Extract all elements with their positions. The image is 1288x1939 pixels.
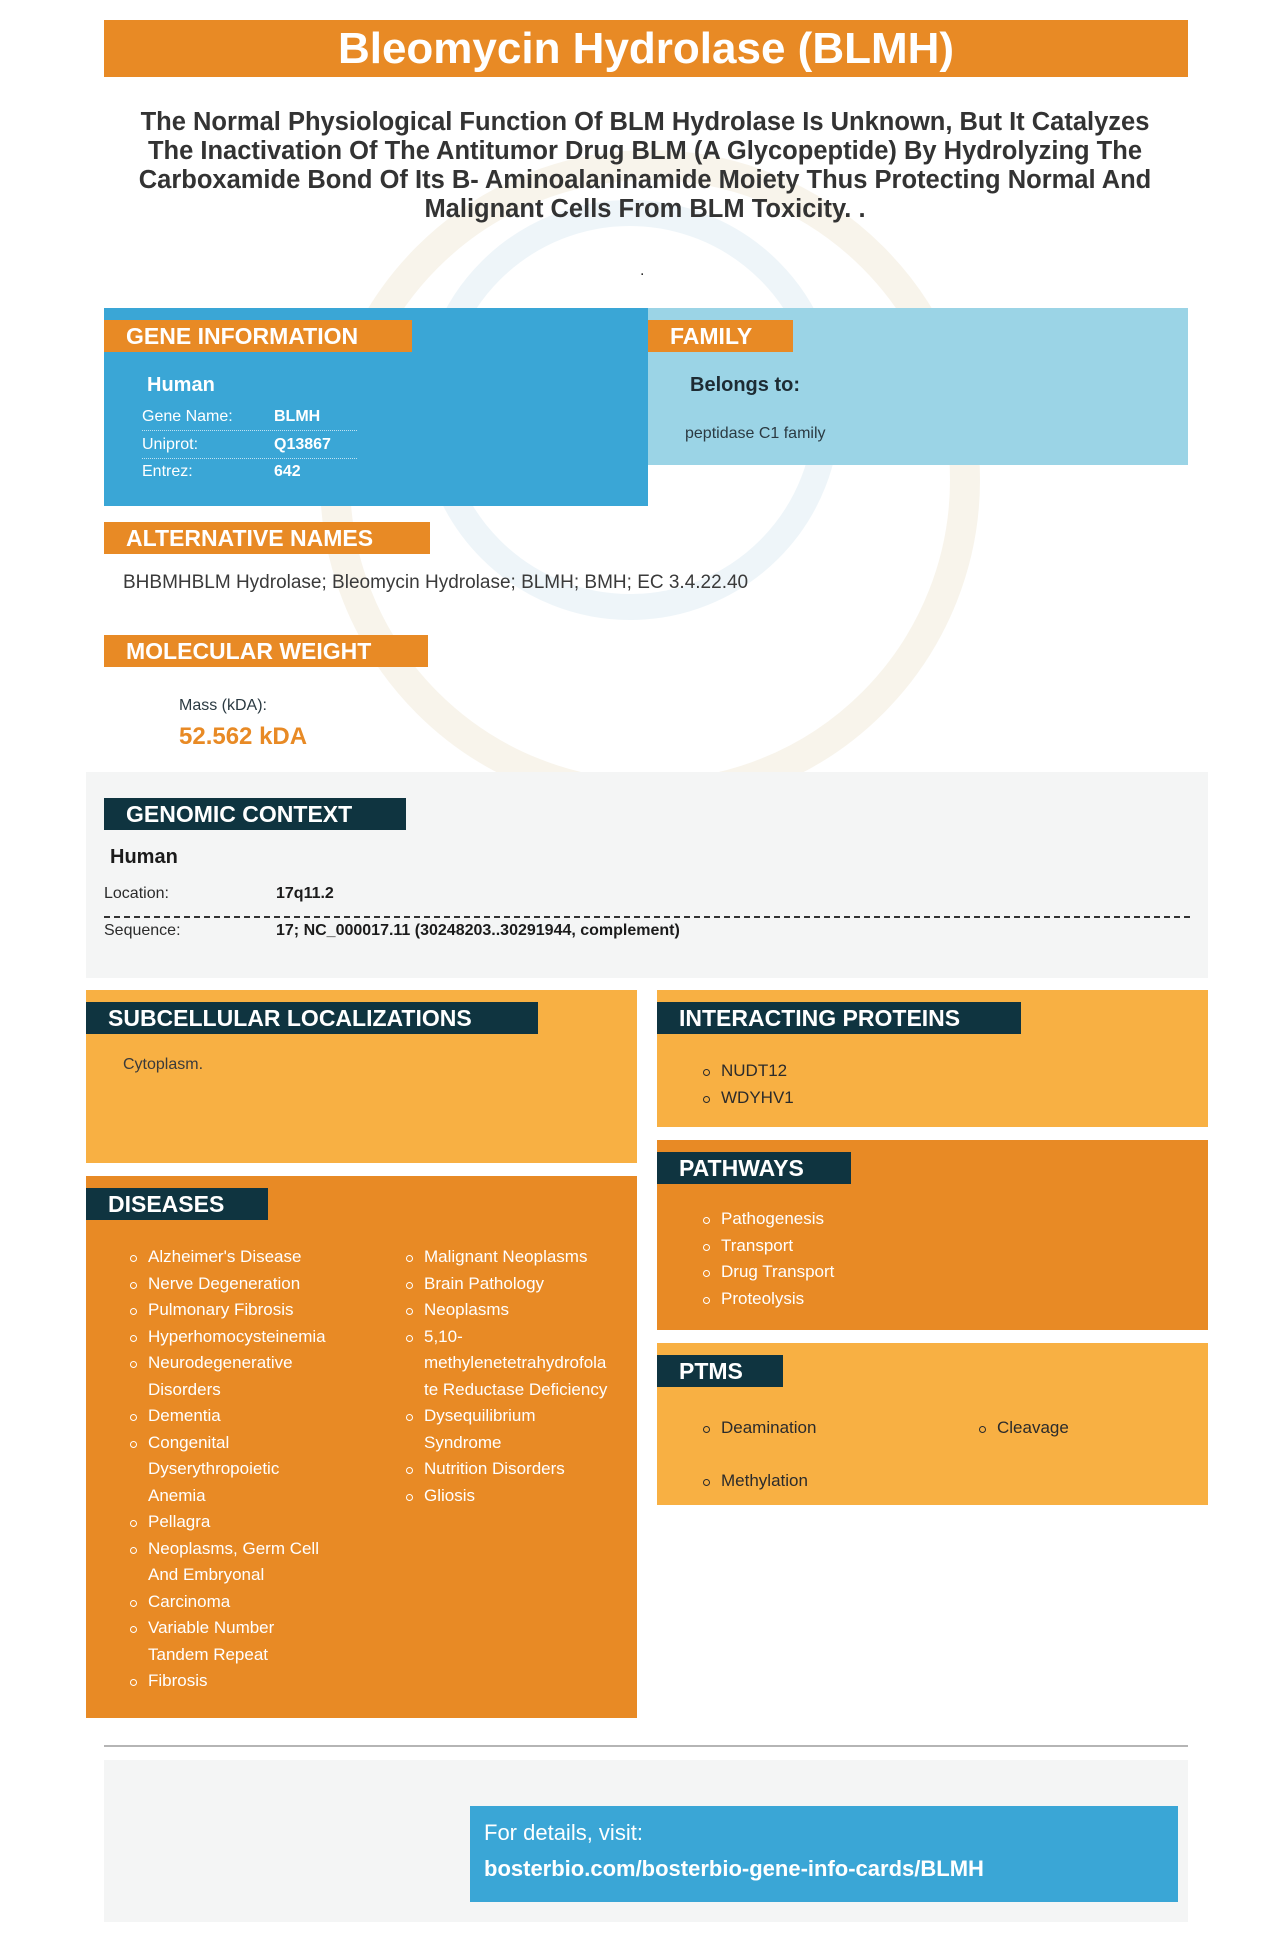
disease-item: Neoplasms, Germ Cell And Embryonal: [128, 1536, 333, 1589]
entrez-value: 642: [274, 463, 301, 480]
details-label: For details, visit:: [484, 1820, 643, 1845]
disease-item: Neurodegenerative Disorders: [128, 1350, 333, 1403]
mass-label: Mass (kDA):: [179, 697, 267, 714]
ptms-heading: PTMS: [657, 1355, 783, 1387]
disease-item: Carcinoma: [128, 1589, 333, 1616]
location-label: Location:: [104, 885, 169, 902]
disease-item: Gliosis: [404, 1483, 634, 1510]
entrez-label: Entrez:: [142, 463, 193, 480]
disease-item: Fibrosis: [128, 1668, 333, 1695]
pathways-heading: PATHWAYS: [657, 1152, 851, 1184]
ptm-item: Methylation: [701, 1468, 808, 1495]
pathways-list: [701, 1206, 834, 1312]
family-heading: FAMILY: [648, 320, 793, 352]
disease-item: Brain Pathology: [404, 1271, 634, 1298]
pathway-item: Drug Transport: [701, 1259, 834, 1286]
separator-dot: .: [640, 262, 645, 279]
ptms-list-col1: [701, 1415, 816, 1442]
ptms-list-col2: [977, 1415, 1069, 1442]
family-value: peptidase C1 family: [685, 425, 826, 442]
interacting-proteins-panel: [657, 990, 1208, 1127]
gene-name-value: BLMH: [274, 408, 321, 425]
mass-value: 52.562 kDA: [179, 723, 308, 750]
gene-species: Human: [147, 374, 215, 396]
genomic-species: Human: [110, 846, 178, 868]
details-box: [470, 1806, 1178, 1902]
diseases-heading: DISEASES: [86, 1188, 268, 1220]
footer-divider: [104, 1745, 1188, 1747]
disease-item: Pulmonary Fibrosis: [128, 1297, 333, 1324]
details-link[interactable]: bosterbio.com/bosterbio-gene-info-cards/BLMH: [484, 1856, 984, 1881]
disease-item: Neoplasms: [404, 1297, 634, 1324]
disease-item: Alzheimer's Disease: [128, 1244, 333, 1271]
pathway-item: Pathogenesis: [701, 1206, 834, 1233]
protein-item: WDYHV1: [701, 1085, 794, 1112]
uniprot-value: Q13867: [274, 436, 331, 453]
disease-item: Hyperhomocysteinemia: [128, 1324, 333, 1351]
uniprot-row: [142, 431, 357, 459]
disease-item: Nutrition Disorders: [404, 1456, 634, 1483]
disease-item: Malignant Neoplasms: [404, 1244, 634, 1271]
location-value: 17q11.2: [276, 885, 334, 902]
sequence-value: 17; NC_000017.11 (30248203..30291944, complement): [276, 922, 680, 939]
alternative-names-heading: ALTERNATIVE NAMES: [104, 522, 430, 554]
subcellular-value: Cytoplasm.: [123, 1056, 204, 1073]
sequence-row: [104, 922, 1190, 948]
diseases-list-col2: [404, 1244, 634, 1509]
disease-item: Nerve Degeneration: [128, 1271, 333, 1298]
diseases-list-col1: [128, 1244, 333, 1695]
ptm-item: Cleavage: [977, 1415, 1069, 1442]
genomic-context-heading: GENOMIC CONTEXT: [104, 798, 406, 830]
alternative-names-value: BHBMHBLM Hydrolase; Bleomycin Hydrolase; BLMH; BMH; EC 3.4.22.40: [123, 572, 749, 593]
interacting-proteins-list: [701, 1058, 794, 1111]
disease-item: 5,10-methylenetetrahydrofolate Reductase Deficiency: [404, 1324, 609, 1404]
gene-name-label: Gene Name:: [142, 408, 233, 425]
disease-item: Dysequilibrium Syndrome: [404, 1403, 574, 1456]
diseases-panel: [86, 1176, 637, 1718]
disease-item: Pellagra: [128, 1509, 333, 1536]
family-belongs-label: Belongs to:: [690, 374, 800, 396]
gene-summary: The Normal Physiological Function Of BLM Hydrolase Is Unknown, But It Catalyzes The Inactivation Of The Antitumor Drug BLM (A Glycopeptide) By Hydrolyzing The Carboxamide Bond Of Its B- Aminoalaninamide Moiety Thus Protecting Normal And Malignant Cells From BLM Toxicity. .: [138, 108, 1152, 223]
molecular-weight-heading: MOLECULAR WEIGHT: [104, 635, 428, 667]
interacting-proteins-heading: INTERACTING PROTEINS: [657, 1002, 1021, 1034]
genomic-context-panel: [86, 772, 1208, 978]
gene-name-row: [142, 403, 357, 431]
gene-information-heading: GENE INFORMATION: [104, 320, 412, 352]
pathways-panel: [657, 1140, 1208, 1330]
page-title: Bleomycin Hydrolase (BLMH): [104, 20, 1188, 77]
ptms-list-col1b: [701, 1468, 808, 1495]
ptms-panel: [657, 1343, 1208, 1505]
subcellular-panel: [86, 990, 637, 1163]
disease-item: Dementia: [128, 1403, 333, 1430]
gene-information-panel: [104, 308, 648, 506]
disease-item: Congenital Dyserythropoietic Anemia: [128, 1430, 333, 1510]
location-row: [104, 885, 1190, 918]
pathway-item: Transport: [701, 1233, 834, 1260]
sequence-label: Sequence:: [104, 922, 181, 939]
subcellular-heading: SUBCELLULAR LOCALIZATIONS: [86, 1002, 538, 1034]
protein-item: NUDT12: [701, 1058, 794, 1085]
ptm-item: Deamination: [701, 1415, 816, 1442]
uniprot-label: Uniprot:: [142, 436, 199, 453]
entrez-row: [142, 458, 357, 485]
family-panel: [648, 308, 1188, 465]
pathway-item: Proteolysis: [701, 1286, 834, 1313]
disease-item: Variable Number Tandem Repeat: [128, 1615, 333, 1668]
